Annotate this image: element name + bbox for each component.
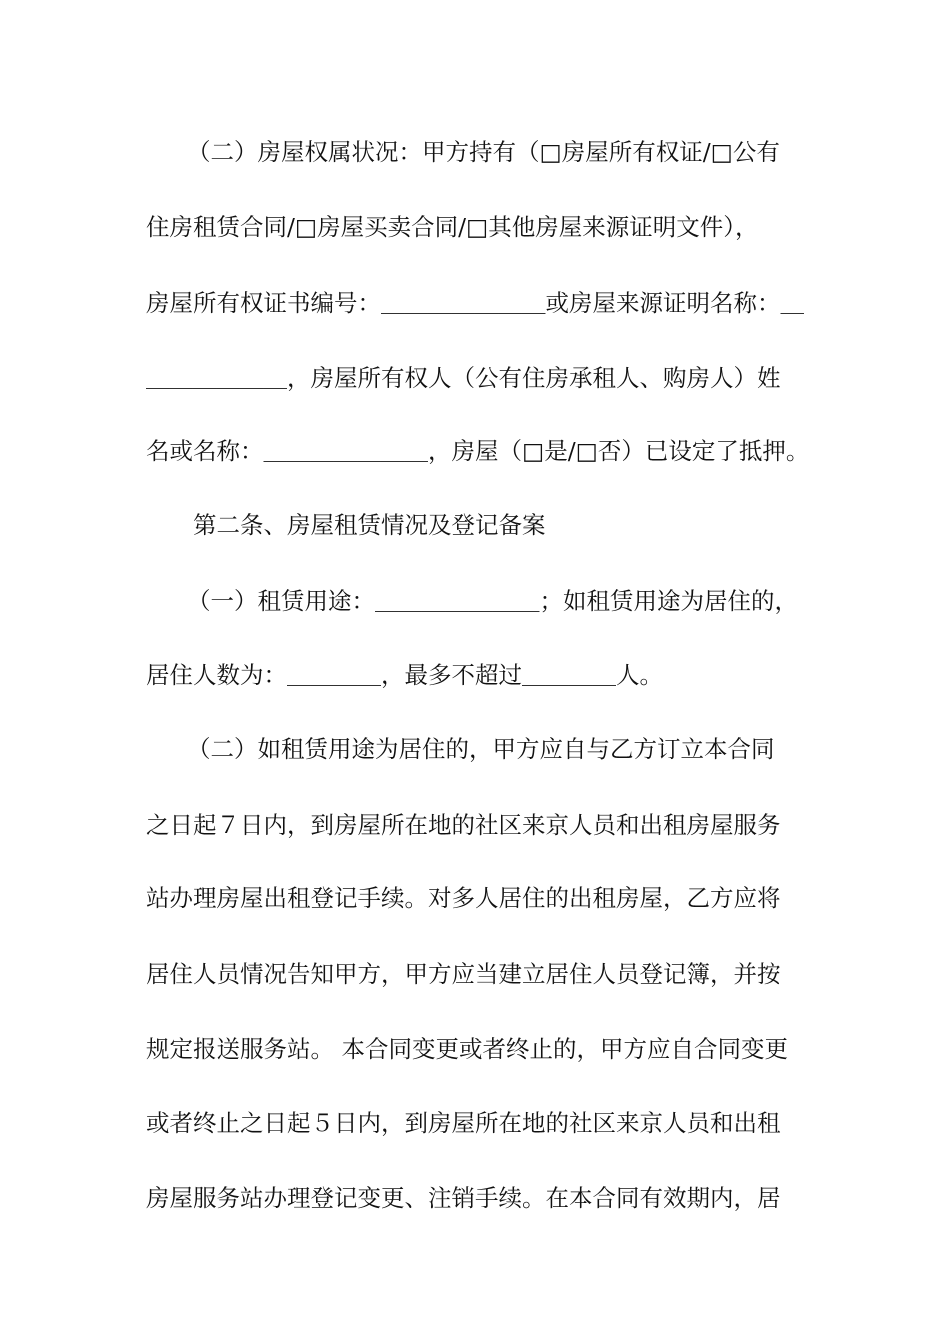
text-line: 居住人数为：＿＿＿＿，最多不超过＿＿＿＿人。 (146, 661, 663, 689)
text-line: 住房租赁合同/□房屋买卖合同/□其他房屋来源证明文件）， (146, 213, 759, 241)
text-line: （一）租赁用途：＿＿＿＿＿＿＿；如租赁用途为居住的， (187, 587, 798, 615)
text-line: 名或名称：＿＿＿＿＿＿＿，房屋（□是/□否）已设定了抵押。 (146, 437, 810, 465)
text-line: 房屋所有权证书编号：＿＿＿＿＿＿＿或房屋来源证明名称：＿ (146, 289, 804, 317)
text-line: 站办理房屋出租登记手续。对多人居住的出租房屋，乙方应将 (146, 884, 781, 912)
section-heading: 第二条、房屋租赁情况及登记备案 (193, 511, 546, 539)
text-line: 房屋服务站办理登记变更、注销手续。在本合同有效期内，居 (146, 1184, 781, 1212)
text-line: （二）房屋权属状况：甲方持有（□房屋所有权证/□公有 (187, 138, 780, 166)
text-line: 或者终止之日起５日内，到房屋所在地的社区来京人员和出租 (146, 1109, 781, 1137)
text-line: 之日起７日内，到房屋所在地的社区来京人员和出租房屋服务 (146, 811, 781, 839)
text-line: （二）如租赁用途为居住的，甲方应自与乙方订立本合同 (187, 735, 775, 763)
text-line: ＿＿＿＿＿＿，房屋所有权人（公有住房承租人、购房人）姓 (146, 364, 781, 392)
text-line: 居住人员情况告知甲方，甲方应当建立居住人员登记簿，并按 (146, 960, 781, 988)
text-line: 规定报送服务站。 本合同变更或者终止的，甲方应自合同变更 (146, 1035, 788, 1063)
